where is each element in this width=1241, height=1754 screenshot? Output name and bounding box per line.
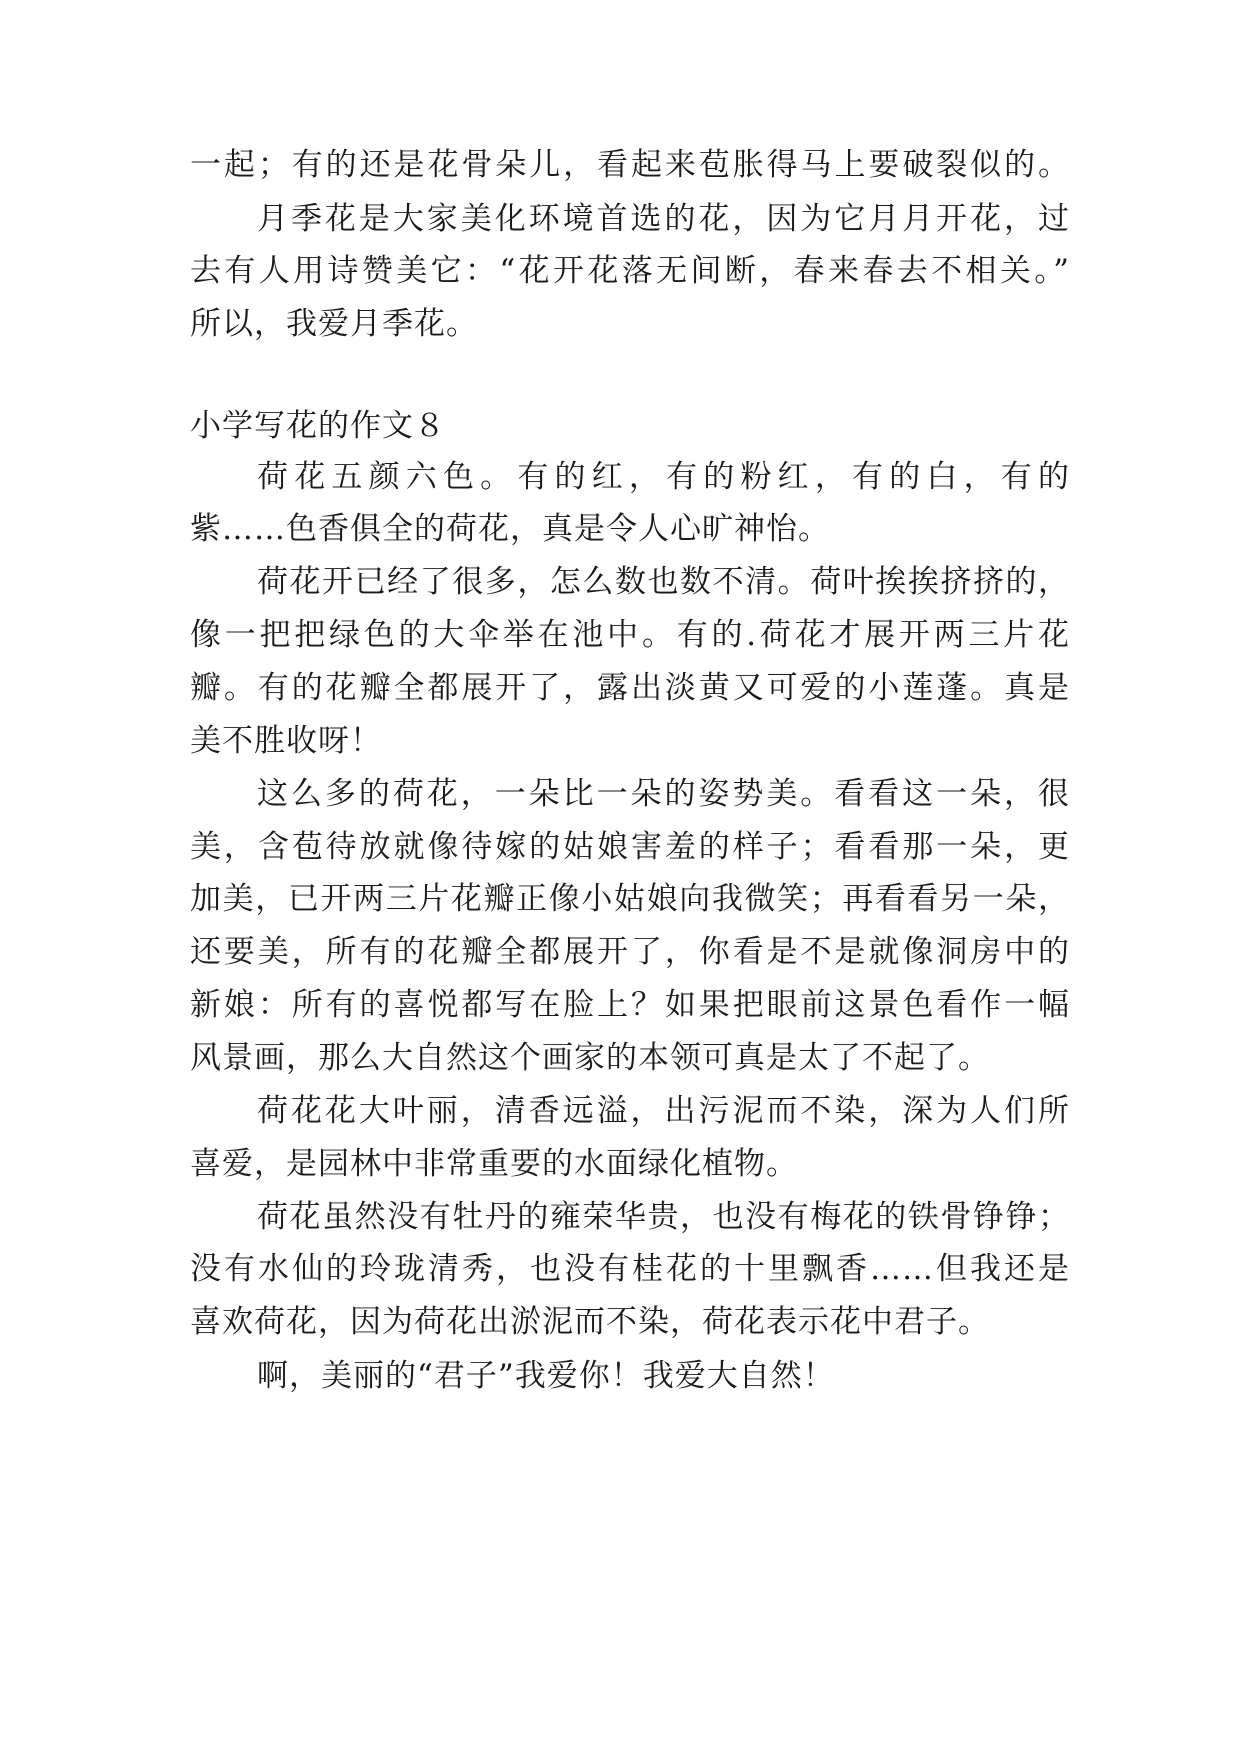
- paragraph-line: 加美，已开两三片花瓣正像小姑娘向我微笑；再看看另一朵，: [190, 881, 1070, 917]
- paragraph-line: 还要美，所有的花瓣全都展开了，你看是不是就像洞房中的: [190, 934, 1070, 970]
- paragraph-line: 像一把把绿色的大伞举在池中。有的.荷花才展开两三片花: [190, 617, 1070, 653]
- paragraph-line: 风景画，那么大自然这个画家的本领可真是太了不起了。: [190, 1040, 990, 1076]
- paragraph-line: 这么多的荷花，一朵比一朵的姿势美。看看这一朵，很: [257, 776, 1070, 812]
- section-heading: 小学写花的作文８: [190, 408, 446, 444]
- paragraph-line: 所以，我爱月季花。: [190, 306, 478, 342]
- paragraph-line: 荷花虽然没有牡丹的雍荣华贵，也没有梅花的铁骨铮铮；: [257, 1199, 1070, 1235]
- paragraph-line: 荷花花大叶丽，清香远溢，出污泥而不染，深为人们所: [257, 1093, 1070, 1129]
- paragraph-line: 月季花是大家美化环境首选的花，因为它月月开花，过: [257, 201, 1070, 237]
- paragraph-line: 喜爱，是园林中非常重要的水面绿化植物。: [190, 1146, 798, 1182]
- paragraph-line: 美不胜收呀！: [190, 723, 382, 759]
- paragraph-line: 喜欢荷花，因为荷花出淤泥而不染，荷花表示花中君子。: [190, 1304, 990, 1340]
- paragraph-line: 啊，美丽的“君子”我爱你！我爱大自然！: [257, 1358, 835, 1394]
- paragraph-line: 一起；有的还是花骨朵儿，看起来苞胀得马上要破裂似的。: [190, 147, 1070, 183]
- paragraph-line: 新娘：所有的喜悦都写在脸上？如果把眼前这景色看作一幅: [190, 987, 1070, 1023]
- paragraph-line: 紫……色香俱全的荷花，真是令人心旷神怡。: [190, 511, 830, 547]
- paragraph-line: 没有水仙的玲珑清秀，也没有桂花的十里飘香……但我还是: [190, 1251, 1070, 1287]
- paragraph-line: 瓣。有的花瓣全都展开了，露出淡黄又可爱的小莲蓬。真是: [190, 670, 1070, 706]
- paragraph-line: 美，含苞待放就像待嫁的姑娘害羞的样子；看看那一朵，更: [190, 829, 1070, 865]
- paragraph-line: 荷花五颜六色。有的红，有的粉红，有的白，有的: [257, 459, 1070, 495]
- paragraph-line: 去有人用诗赞美它：“花开花落无间断，春来春去不相关。”: [190, 253, 1070, 289]
- paragraph-line: 荷花开已经了很多，怎么数也数不清。荷叶挨挨挤挤的，: [257, 564, 1070, 600]
